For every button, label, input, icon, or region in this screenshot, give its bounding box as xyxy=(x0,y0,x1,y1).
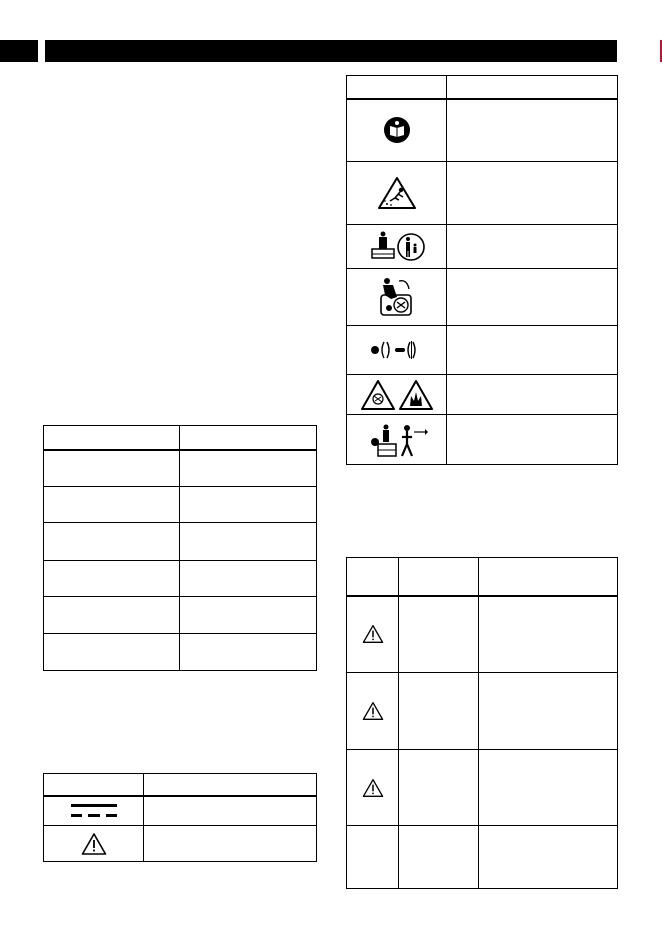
page-tab-left xyxy=(0,40,38,62)
safety-symbols-table xyxy=(346,75,618,465)
table-cell xyxy=(479,596,618,673)
thrown-objects-icon xyxy=(377,176,417,210)
table-row xyxy=(347,162,618,225)
table-cell xyxy=(180,561,317,597)
table-row xyxy=(347,269,618,326)
table-row xyxy=(44,450,317,487)
table-row xyxy=(44,561,317,597)
table-cell xyxy=(347,162,447,225)
table-cell xyxy=(347,415,447,465)
tool-symbols-table xyxy=(43,773,317,862)
read-manual-icon xyxy=(383,116,411,144)
table-cell xyxy=(44,426,180,450)
table-row xyxy=(44,634,317,671)
warning-triangle-icon xyxy=(362,701,384,721)
warning-triangle-icon xyxy=(362,778,384,798)
table-cell xyxy=(399,750,479,826)
table-cell xyxy=(347,326,447,375)
table-header-row xyxy=(347,76,618,99)
technical-data-table xyxy=(43,425,317,671)
table-cell xyxy=(44,774,144,796)
table-cell xyxy=(399,826,479,889)
table-cell xyxy=(44,487,180,523)
table-cell xyxy=(447,225,618,269)
table-cell xyxy=(180,426,317,450)
table-cell xyxy=(180,450,317,487)
table-row xyxy=(44,487,317,523)
table-row xyxy=(347,415,618,465)
table-cell xyxy=(347,558,399,596)
table-cell xyxy=(44,450,180,487)
table-cell xyxy=(347,76,447,99)
table-cell xyxy=(479,826,618,889)
table-cell xyxy=(180,634,317,671)
hand-foot-injury-icon xyxy=(377,275,417,319)
table-header-row xyxy=(44,774,317,796)
table-cell xyxy=(347,826,399,889)
table-cell xyxy=(479,673,618,750)
table-cell xyxy=(479,558,618,596)
table-cell xyxy=(479,750,618,826)
table-row xyxy=(44,826,317,862)
table-cell xyxy=(44,826,144,862)
table-row xyxy=(347,99,618,162)
remove-key-icon xyxy=(369,339,425,361)
table-cell xyxy=(44,796,144,826)
table-cell xyxy=(399,558,479,596)
warning-triangle-icon xyxy=(81,832,107,856)
table-cell xyxy=(447,415,618,465)
table-header-row xyxy=(347,558,618,596)
table-cell xyxy=(347,596,399,673)
table-cell xyxy=(180,523,317,561)
table-cell xyxy=(347,375,447,415)
table-cell xyxy=(347,750,399,826)
key-off-walk-away-icon xyxy=(366,420,428,460)
table-row xyxy=(44,597,317,634)
table-cell xyxy=(180,597,317,634)
table-cell xyxy=(44,634,180,671)
table-cell xyxy=(347,225,447,269)
table-cell xyxy=(144,796,317,826)
table-cell xyxy=(447,99,618,162)
table-row xyxy=(347,750,618,826)
table-header-row xyxy=(44,426,317,450)
table-row xyxy=(44,523,317,561)
table-cell xyxy=(44,597,180,634)
rotating-blades-fire-icon xyxy=(361,379,433,411)
dc-current-icon xyxy=(69,801,119,821)
header-bar xyxy=(45,40,617,62)
signal-words-table xyxy=(346,557,618,889)
table-row xyxy=(347,326,618,375)
table-cell xyxy=(399,596,479,673)
warning-triangle-icon xyxy=(362,624,384,644)
table-cell xyxy=(144,826,317,862)
table-row xyxy=(347,596,618,673)
table-cell xyxy=(347,269,447,326)
table-row xyxy=(347,375,618,415)
table-cell xyxy=(447,269,618,326)
table-cell xyxy=(447,326,618,375)
table-cell xyxy=(144,774,317,796)
keep-bystanders-away-icon xyxy=(368,230,426,264)
table-cell xyxy=(180,487,317,523)
table-cell xyxy=(347,99,447,162)
table-cell xyxy=(447,375,618,415)
table-cell xyxy=(347,673,399,750)
table-cell xyxy=(44,523,180,561)
table-row xyxy=(347,673,618,750)
table-row xyxy=(44,796,317,826)
table-cell xyxy=(447,76,618,99)
table-row xyxy=(347,826,618,889)
table-row xyxy=(347,225,618,269)
table-cell xyxy=(447,162,618,225)
table-cell xyxy=(399,673,479,750)
table-cell xyxy=(44,561,180,597)
